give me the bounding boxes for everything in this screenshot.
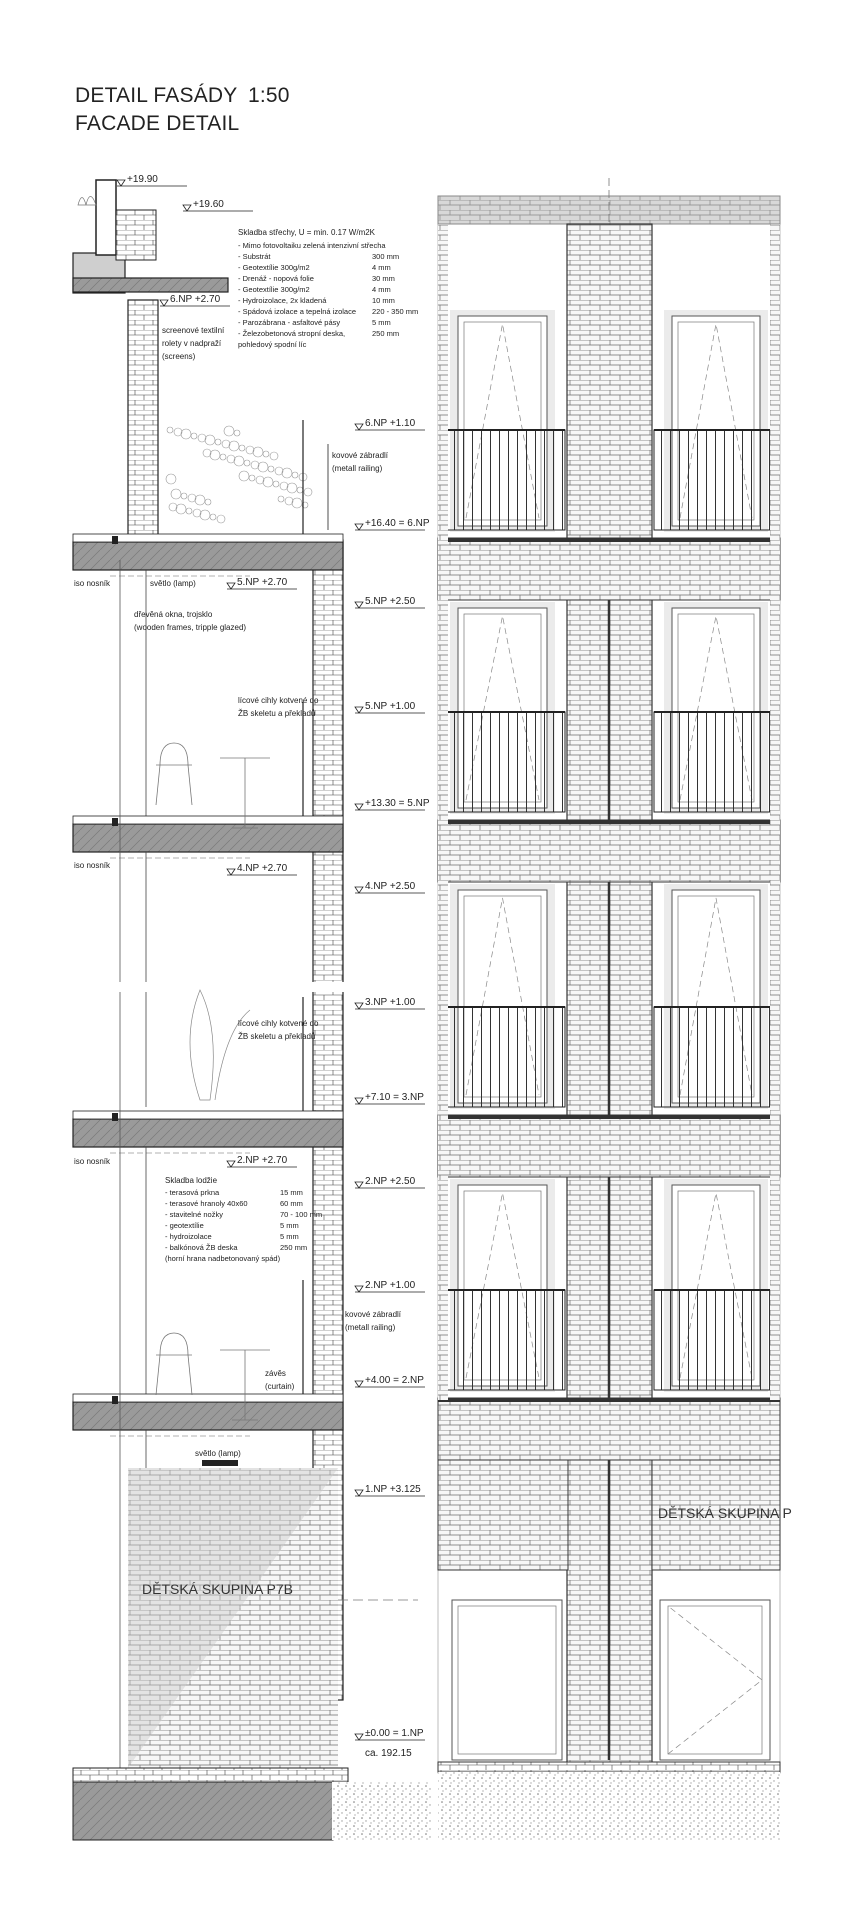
iso-beam-mark [112, 536, 118, 544]
vegetation-leaf [181, 429, 191, 439]
roof-spec-value: 4 mm [372, 285, 391, 294]
chair-5np [156, 743, 192, 805]
side-brick [770, 1117, 780, 1400]
roof-spec-value: 30 mm [372, 274, 395, 283]
loggia-spec-value: 15 mm [280, 1188, 303, 1197]
roof-spec-value: 4 mm [372, 263, 391, 272]
railing [654, 1290, 778, 1390]
vegetation-leaf [186, 508, 192, 514]
side-brick [770, 224, 780, 540]
floor-slab [73, 542, 343, 570]
note-windows-2: (wooden frames, tripple glazed) [134, 623, 247, 632]
note-screens-2: rolety v nadpraží [162, 339, 222, 348]
level-4np-250: 4.NP +2.50 [365, 881, 416, 892]
vegetation-leaf [287, 483, 297, 493]
loggia-spec-row: - balkónová ŽB deska [165, 1243, 238, 1252]
facade-sign-label: DĚTSKÁ SKUPINA P [658, 1505, 792, 1521]
vegetation-leaf [181, 493, 187, 499]
vegetation-leaf [258, 462, 268, 472]
railing [440, 712, 565, 812]
level-2np-250: 2.NP +2.50 [365, 1176, 416, 1187]
vegetation-leaf [205, 435, 215, 445]
note-brick5-2: ŽB skeletu a překladů [238, 709, 316, 718]
loggia-spec-row: - terasové hranoly 40x60 [165, 1199, 248, 1208]
loggia-spec-value: 250 mm [280, 1243, 308, 1252]
loggia-spec-value: 5 mm [280, 1232, 299, 1241]
roof-spec-value: 10 mm [372, 296, 395, 305]
note-brick5-1: lícové cihly kotvené do [238, 696, 319, 705]
chair-2np [156, 1333, 192, 1395]
level-5np-100-marker [355, 707, 363, 713]
railing [654, 430, 778, 530]
vegetation-leaf [297, 487, 303, 493]
scale-label: 1:50 [248, 84, 290, 107]
vegetation-leaf [244, 460, 250, 466]
note-curtain-2: (curtain) [265, 1382, 295, 1391]
floor-slab [73, 1402, 343, 1430]
level-3np-marker [355, 1098, 363, 1104]
side-brick [770, 540, 780, 822]
level-2np-100-marker [355, 1286, 363, 1292]
roof-spec-row: - Hydroizolace, 2x kladená [238, 296, 327, 305]
railing [440, 430, 565, 530]
note-lamp-5np: světlo (lamp) [150, 579, 196, 588]
ground-window-left [452, 1600, 562, 1760]
level-6np-270-marker [160, 300, 168, 306]
slab-edge [438, 538, 780, 542]
iso-beam-mark [112, 818, 118, 826]
level-2np-250-marker [355, 1182, 363, 1188]
note-iso-1: iso nosník [74, 579, 111, 588]
vegetation-leaf [263, 477, 273, 487]
level-roof-top: +19.90 [127, 174, 158, 185]
iso-beam-mark [112, 1396, 118, 1404]
roof-spec-value: 250 mm [372, 329, 400, 338]
roof-spec-row: pohledový spodní líc [238, 340, 307, 349]
vegetation-leaf [292, 472, 298, 478]
ground-brick-left [438, 1460, 568, 1570]
level-2np: +4.00 = 2.NP [365, 1375, 424, 1386]
ground-terrain [438, 1772, 780, 1840]
level-5np-270: 5.NP +2.70 [237, 577, 288, 588]
level-6np-110-marker [355, 424, 363, 430]
vegetation-leaf [239, 471, 249, 481]
roof-vegetation [166, 426, 312, 523]
note-railing6-1: kovové zábradlí [332, 451, 389, 460]
vegetation-leaf [210, 514, 216, 520]
vegetation-leaf [166, 474, 176, 484]
level-5np-100: 5.NP +1.00 [365, 701, 416, 712]
note-railing2-1: kovové zábradlí [345, 1310, 402, 1319]
level-5np-marker [355, 804, 363, 810]
roof-plant-icon [78, 197, 96, 206]
loggia-spec-row: - stavitelné nožky [165, 1210, 223, 1219]
elevation-drawing [438, 178, 792, 1840]
note-screens-3: (screens) [162, 352, 196, 361]
vegetation-leaf [205, 499, 211, 505]
vegetation-leaf [176, 504, 186, 514]
vegetation-leaf [234, 456, 244, 466]
vegetation-leaf [210, 450, 220, 460]
slab-edge [438, 1115, 780, 1119]
vegetation-leaf [263, 451, 269, 457]
foundation [73, 1782, 333, 1840]
slab-brick-band [438, 538, 780, 600]
plinth [438, 1762, 780, 1772]
roof-spec-value: 220 - 350 mm [372, 307, 419, 316]
iso-beam-mark [112, 1113, 118, 1121]
vegetation-leaf [220, 454, 226, 460]
level-roof-attic-marker [183, 205, 191, 211]
side-brick [438, 822, 448, 1117]
level-2np-marker [355, 1381, 363, 1387]
roof-spec-title: Skladba střechy, U = min. 0.17 W/m2K [238, 228, 376, 237]
roof-slab [73, 278, 228, 292]
vegetation-leaf [191, 433, 197, 439]
parapet [96, 180, 116, 255]
vegetation-leaf [229, 441, 239, 451]
roof-spec-row: - Parozábrana - asfaltové pásy [238, 318, 341, 327]
level-5np-270-marker [227, 583, 235, 589]
vegetation-leaf [239, 445, 245, 451]
loggia-spec-row: - hydroizolace [165, 1232, 212, 1241]
upper-brick-wall [128, 300, 158, 540]
vegetation-leaf [171, 489, 181, 499]
vegetation-leaf [167, 427, 173, 433]
level-1np-3125-marker [355, 1490, 363, 1496]
plant-3np [190, 990, 250, 1100]
title-en: FACADE DETAIL [75, 112, 240, 135]
level-6np-marker [355, 524, 363, 530]
slab-edge [438, 1398, 780, 1402]
roof-spec-value: 5 mm [372, 318, 391, 327]
vegetation-leaf [249, 475, 255, 481]
floor-slab [73, 1119, 343, 1147]
lamp-1np-mark [202, 1460, 238, 1466]
note-curtain-1: závěs [265, 1369, 286, 1378]
side-brick [438, 1117, 448, 1400]
roof-spec-row: - Drenáž - nopová folie [238, 274, 314, 283]
railing [440, 1007, 565, 1107]
railing [654, 712, 778, 812]
loggia-spec-value: 5 mm [280, 1221, 299, 1230]
roof-spec-row: - Geotextílie 300g/m2 [238, 285, 310, 294]
level-1np: ±0.00 = 1.NP [365, 1728, 424, 1739]
note-brick3-1: lícové cihly kotvené do [238, 1019, 319, 1028]
note-brick3-2: ŽB skeletu a překladů [238, 1032, 316, 1041]
vegetation-leaf [278, 496, 284, 502]
level-1np-marker [355, 1734, 363, 1740]
level-roof-top-marker [117, 180, 125, 186]
level-6np-270: 6.NP +2.70 [170, 294, 221, 305]
roof-spec-row: - Geotextílie 300g/m2 [238, 263, 310, 272]
vegetation-leaf [253, 447, 263, 457]
note-screens-1: screenové textilní [162, 326, 225, 335]
vegetation-leaf [268, 466, 274, 472]
ground-entrance [660, 1600, 770, 1760]
loggia-spec-row: - geotextílie [165, 1221, 204, 1230]
ground-room-label: DĚTSKÁ SKUPINA P7B [142, 1581, 293, 1597]
note-lamp-1np: světlo (lamp) [195, 1449, 241, 1458]
level-3np: +7.10 = 3.NP [365, 1092, 424, 1103]
level-4np-270: 4.NP +2.70 [237, 863, 288, 874]
vegetation-leaf [273, 481, 279, 487]
side-brick [770, 822, 780, 1117]
level-roof-attic: +19.60 [193, 199, 224, 210]
vegetation-leaf [224, 426, 234, 436]
level-5np: +13.30 = 5.NP [365, 798, 430, 809]
ground-slab [73, 1768, 348, 1782]
side-brick [438, 224, 448, 540]
roof-spec-row: - Mimo fotovoltaiku zelená intenzivní střecha [238, 241, 386, 250]
section-break [60, 982, 360, 992]
title-cz: DETAIL FASÁDY [75, 84, 238, 107]
terrain-section [332, 1782, 432, 1840]
note-windows-1: dřevěná okna, trojsklo [134, 610, 213, 619]
note-railing2-2: (metall railing) [345, 1323, 396, 1332]
note-railing6-2: (metall railing) [332, 464, 383, 473]
slab-edge [438, 820, 780, 824]
roof-spec-row: - Železobetonová stropní deska, [238, 329, 346, 338]
vegetation-leaf [215, 439, 221, 445]
vegetation-leaf [270, 452, 278, 460]
slab-brick-band [438, 1398, 780, 1460]
level-6np-110: 6.NP +1.10 [365, 418, 416, 429]
vegetation-leaf [304, 488, 312, 496]
level-1np-abs: ca. 192.15 [365, 1748, 412, 1759]
note-iso-2: iso nosník [74, 861, 111, 870]
slab-brick-band [438, 1115, 780, 1177]
loggia-spec-value: 70 - 100 mm [280, 1210, 323, 1219]
loggia-spec-row: (horní hrana nadbetonovaný spád) [165, 1254, 281, 1263]
vegetation-leaf [234, 430, 240, 436]
level-5np-250: 5.NP +2.50 [365, 596, 416, 607]
vegetation-leaf [292, 498, 302, 508]
floor-slab [73, 824, 343, 852]
level-3np-100-marker [355, 1003, 363, 1009]
railing [654, 1007, 778, 1107]
loggia-spec-value: 60 mm [280, 1199, 303, 1208]
roof-spec-value: 300 mm [372, 252, 400, 261]
side-brick [438, 540, 448, 822]
level-6np: +16.40 = 6.NP [365, 518, 430, 529]
slab-brick-band [438, 820, 780, 882]
attic-brick [116, 210, 156, 260]
level-2np-270-marker [227, 1161, 235, 1167]
vegetation-leaf [195, 495, 205, 505]
level-2np-270: 2.NP +2.70 [237, 1155, 288, 1166]
loggia-spec-title: Skladba lodžie [165, 1176, 218, 1185]
roof-spec-row: - Substrát [238, 252, 271, 261]
level-3np-100: 3.NP +1.00 [365, 997, 416, 1008]
level-4np-270-marker [227, 869, 235, 875]
level-1np-3125: 1.NP +3.125 [365, 1484, 421, 1495]
vegetation-leaf [200, 510, 210, 520]
level-2np-100: 2.NP +1.00 [365, 1280, 416, 1291]
roof-spec-row: - Spádová izolace a tepelná izolace [238, 307, 356, 316]
vegetation-leaf [217, 515, 225, 523]
railing [440, 1290, 565, 1390]
note-iso-3: iso nosník [74, 1157, 111, 1166]
vegetation-leaf [282, 468, 292, 478]
level-5np-250-marker [355, 602, 363, 608]
loggia-spec-row: - terasová prkna [165, 1188, 220, 1197]
level-4np-250-marker [355, 887, 363, 893]
